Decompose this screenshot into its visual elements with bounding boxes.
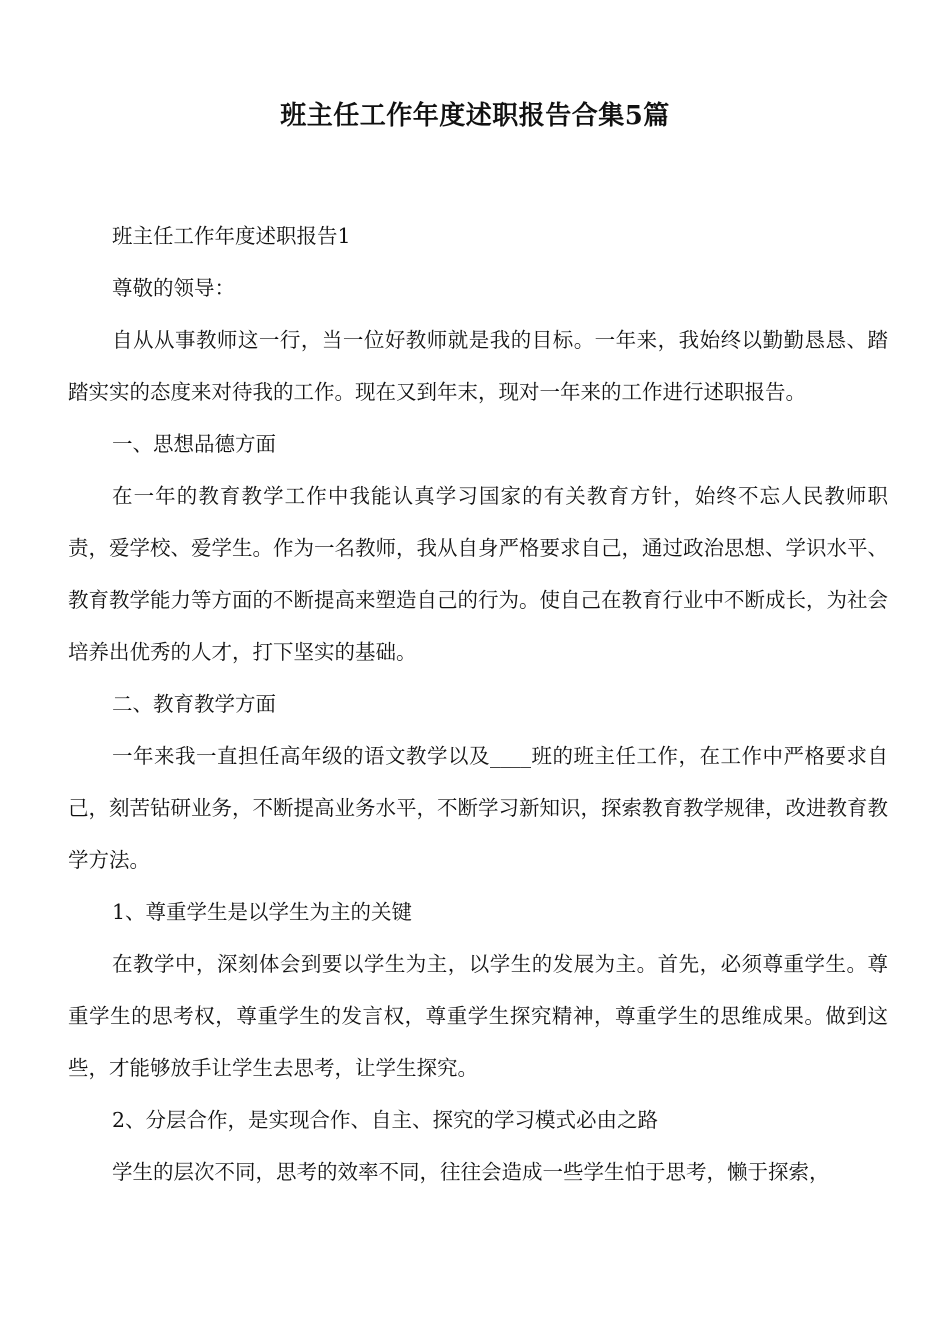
section-heading: 一、思想品德方面 xyxy=(112,432,276,456)
body-paragraph: 学生的层次不同，思考的效率不同，往往会造成一些学生怕于思考，懒于探索， xyxy=(112,1160,830,1184)
subsection-heading: 1、尊重学生是以学生为主的关键 xyxy=(112,900,413,924)
body-paragraph: 在教学中，深刻体会到要以学生为主，以学生的发展为主。首先，必须尊重学生。尊重学生的思考权，尊重学生的发言权，尊重学生探究精神，尊重学生的思维成果。做到这些，才能够放手让学生去思考，让学生探究。 xyxy=(68,952,888,1080)
salutation: 尊敬的领导： xyxy=(112,276,235,300)
subsection-heading: 2、分层合作，是实现合作、自主、探究的学习模式必由之路 xyxy=(112,1108,659,1132)
body-paragraph: 自从从事教师这一行，当一位好教师就是我的目标。一年来，我始终以勤勤恳恳、踏踏实实的态度来对待我的工作。现在又到年末，现对一年来的工作进行述职报告。 xyxy=(68,328,888,404)
body-paragraph: 在一年的教育教学工作中我能认真学习国家的有关教育方针，始终不忘人民教师职责，爱学校、爱学生。作为一名教师，我从自身严格要求自己，通过政治思想、学识水平、教育教学能力等方面的不断提高来塑造自己的行为。使自己在教育行业中不断成长，为社会培养出优秀的人才，打下坚实的基础。 xyxy=(68,484,888,664)
section-heading: 二、教育教学方面 xyxy=(112,692,276,716)
document-body xyxy=(68,210,888,1198)
document-title: 班主任工作年度述职报告合集5篇 xyxy=(280,101,670,131)
section-heading: 班主任工作年度述职报告1 xyxy=(112,224,351,248)
body-paragraph: 一年来我一直担任高年级的语文教学以及____班的班主任工作，在工作中严格要求自己，刻苦钻研业务，不断提高业务水平，不断学习新知识，探索教育教学规律，改进教育教学方法。 xyxy=(68,744,888,872)
